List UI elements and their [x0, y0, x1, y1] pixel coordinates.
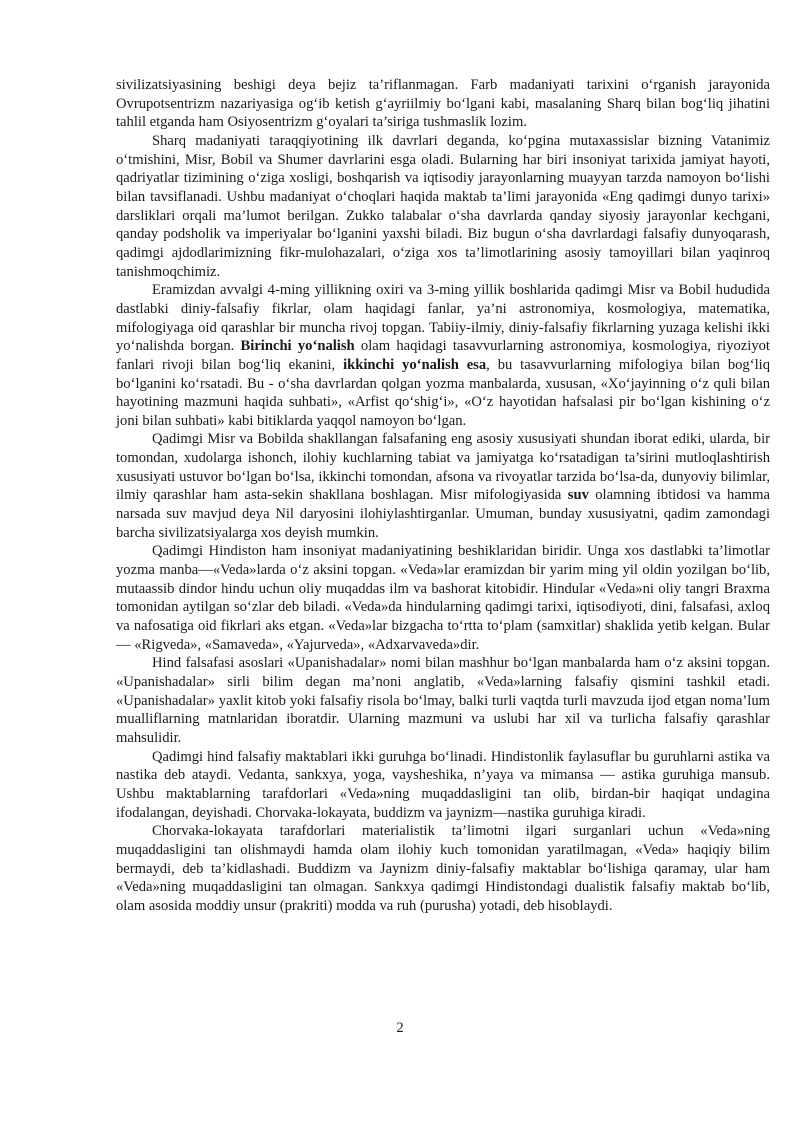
text-run: Sharq madaniyati taraqqiyotining ilk davrlari deganda, ko‘pgina mutaxassislar bizning Vatanimiz o‘tmishini, Misr, Bobil va Shumer davrlarini esga oladi. Bularning har biri insoniyat tarixida jamiyat hayoti, qadriyatlar tizimining o‘ziga xosligi, boshqarish va iqtisodiy jarayonlarning muayyan tarzda namoyon bo‘lishi bilan tavsiflanadi. Ushbu madaniyat o‘choqlari haqida maktab ta’limi jarayonida «Eng qadimgi dunyo tarixi» darsliklari orqali ma’lumot berilgan. Zukko talabalar o‘sha davrlarda qanday siyosiy jarayonlar kechgani, qanday podsholik va imperiyalar bo‘lganini yaxshi biladi. Biz bugun o‘sha davrlardagi falsafiy dunyoqarash, qadimgi ajdodlarimizning fikr-mulohazalari, o‘ziga xos ta’limotlarining asosiy tamoyillari bilan yaqinroq tanishmoqchimiz.	[116, 132, 770, 280]
text-run: Chorvaka-lokayata tarafdorlari materialistik ta’limotni ilgari surganlari uchun «Veda»ning muqaddasligini tan olishmaydi hamda olam ilohiy kuch tomonidan yaratilmagan, «Veda» haqiqiy bilim bermaydi, deb ta’kidlashadi. Buddizm va Jaynizm diniy-falsafiy maktablar bo‘lishiga qaramay, ular ham «Veda»ning muqaddasligini tan olmagan. Sankxya qadimgi Hindistondagi dualistik falsafiy maktab bo‘lib, olam asosida moddiy unsur (prakriti) modda va ruh (purusha) yotadi, deb hisoblaydi.	[116, 823, 770, 914]
page-body	[116, 76, 770, 916]
paragraph	[116, 542, 770, 654]
text-run: Hind falsafasi asoslari «Upanishadalar» nomi bilan mashhur bo‘lgan manbalarda ham o‘z aksini topgan. «Upanishadalar» sirli bilim degan ma’noni anglatib, «Veda»larning falsafiy qismini tashkil etadi. «Upanishadalar» yaxlit kitob yoki falsafiy risola bo‘lmay, balki turli vaqtda turli mavzuda ijod etgan noma’lum mualliflarning matnlaridan iboratdir. Ularning mazmuni va uslubi har xil va turlicha falsafiy qarashlar mahsulidir.	[116, 655, 770, 746]
text-run: Qadimgi Misr va Bobilda shakllangan falsafaning eng asosiy xususiyati shundan iborat ediki, ularda, bir tomondan, xudolarga ishonch, ilohiy kuchlarning tabiat va jamiyatga ko‘rsatadigan ta’sirini mutloqlashtirish xususiyati ustuvor bo‘lgan bo‘lsa, ikkinchi tomondan, afsona va rivoyatlar tarzida bo‘lsa-da, dunyoviy bilimlar, ilmiy qarashlar ham asta-sekin shakllana boshlagan. Misr mifologiyasida	[116, 431, 770, 504]
paragraph	[116, 281, 770, 430]
page-number: 2	[396, 1020, 404, 1036]
paragraph	[116, 430, 770, 542]
text-run: olamning ibtidosi va hamma narsada suv mavjud deya Nil daryosini ilohiylashtirganlar. Umuman, bunday xususiyatni, qadim zamondagi barcha sivilizatsiyalarga xos deyish mumkin.	[116, 487, 770, 541]
paragraph	[116, 748, 770, 823]
text-run: olam haqidagi tasavvurlarning astronomiya, kosmologiya, riyoziyot fanlari rivoji bilan bog‘liq ekanini,	[116, 338, 770, 373]
paragraph	[116, 822, 770, 915]
bold-text: ikkinchi yo‘nalish esa	[343, 356, 487, 373]
text-run: Qadimgi Hindiston ham insoniyat madaniyatining beshiklaridan biridir. Unga xos dastlabki ta’limotlar yozma manba—«Veda»larda o‘z aksini topgan. «Veda»lar eramizdan bir yarim ming yil oldin yozilgan bo‘lib, mutaassib dindor hindu uchun oliy muqaddas ilm va bashorat kitobidir. Hindular «Veda»ni oliy tangri Braxma tomonidan aytilgan so‘zlar deb biladi. «Veda»da hindularning qadimgi tarixi, iqtisodiyoti, dini, falsafasi, axloq va nafosatiga oid fikrlari aks etgan. «Veda»lar bizgacha to‘rtta to‘plam (samxitlar) shaklida yetib kelgan. Bular — «Rigveda», «Samaveda», «Yajurveda», «Adxarvaveda»dir.	[116, 543, 770, 653]
text-run: Qadimgi hind falsafiy maktablari ikki guruhga bo‘linadi. Hindistonlik faylasuflar bu guruhlarni astika va nastika deb ataydi. Vedanta, sankxya, yoga, vaysheshika, n’yaya va mimansa — astika guruhiga mansub. Ushbu maktablarning tarafdorlari «Veda»ning muqaddasligini tan olib, birdan-bir haqiqat undagina ifodalangan, deyishadi. Chorvaka-lokayata, buddizm va jaynizm—nastika guruhiga kiradi.	[116, 748, 770, 821]
text-run: sivilizatsiyasining beshigi deya bejiz ta’riflanmagan. Farb madaniyati tarixini o‘rganish jarayonida Ovrupotsentrizm nazariyasiga og‘ib ketish g‘ayriilmiy bo‘lgani kabi, masalaning Sharq bilan bog‘liq jihatini tahlil etganda ham Osiyosentrizm g‘oyalari ta’siriga tushmaslik lozim.	[116, 77, 770, 131]
paragraph	[116, 654, 770, 747]
text-run: , bu tasavvurlarning mifologiya bilan bog‘liq bo‘lganini ko‘rsatadi. Bu - o‘sha davrlardan qolgan yozma manbalarda, xususan, «Xo‘jayinning o‘z quli bilan hayotining mazmuni haqida suhbati», «Arfist qo‘shig‘i», «O‘z hayotidan hafsalasi pir bo‘lgan kishining o‘z joni bilan suhbati» kabi bitiklarda yaqqol namoyon bo‘lgan.	[116, 356, 770, 429]
text-run: Eramizdan avvalgi 4-ming yillikning oxiri va 3-ming yillik boshlarida qadimgi Misr va Bobil hududida dastlabki diniy-falsafiy fikrlar, olam haqidagi fanlar, ya’ni astronomiya, kosmologiya, matematika, mifologiyaga oid qarashlar bir muncha rivoj topgan. Tabiiy-ilmiy, diniy-falsafiy fikrlarning yuzaga kelishi ikki yo‘nalishda borgan.	[116, 282, 770, 355]
paragraph	[116, 132, 770, 281]
paragraph	[116, 76, 770, 132]
bold-text: suv	[567, 487, 589, 504]
bold-text: Birinchi yo‘nalish	[240, 338, 355, 355]
